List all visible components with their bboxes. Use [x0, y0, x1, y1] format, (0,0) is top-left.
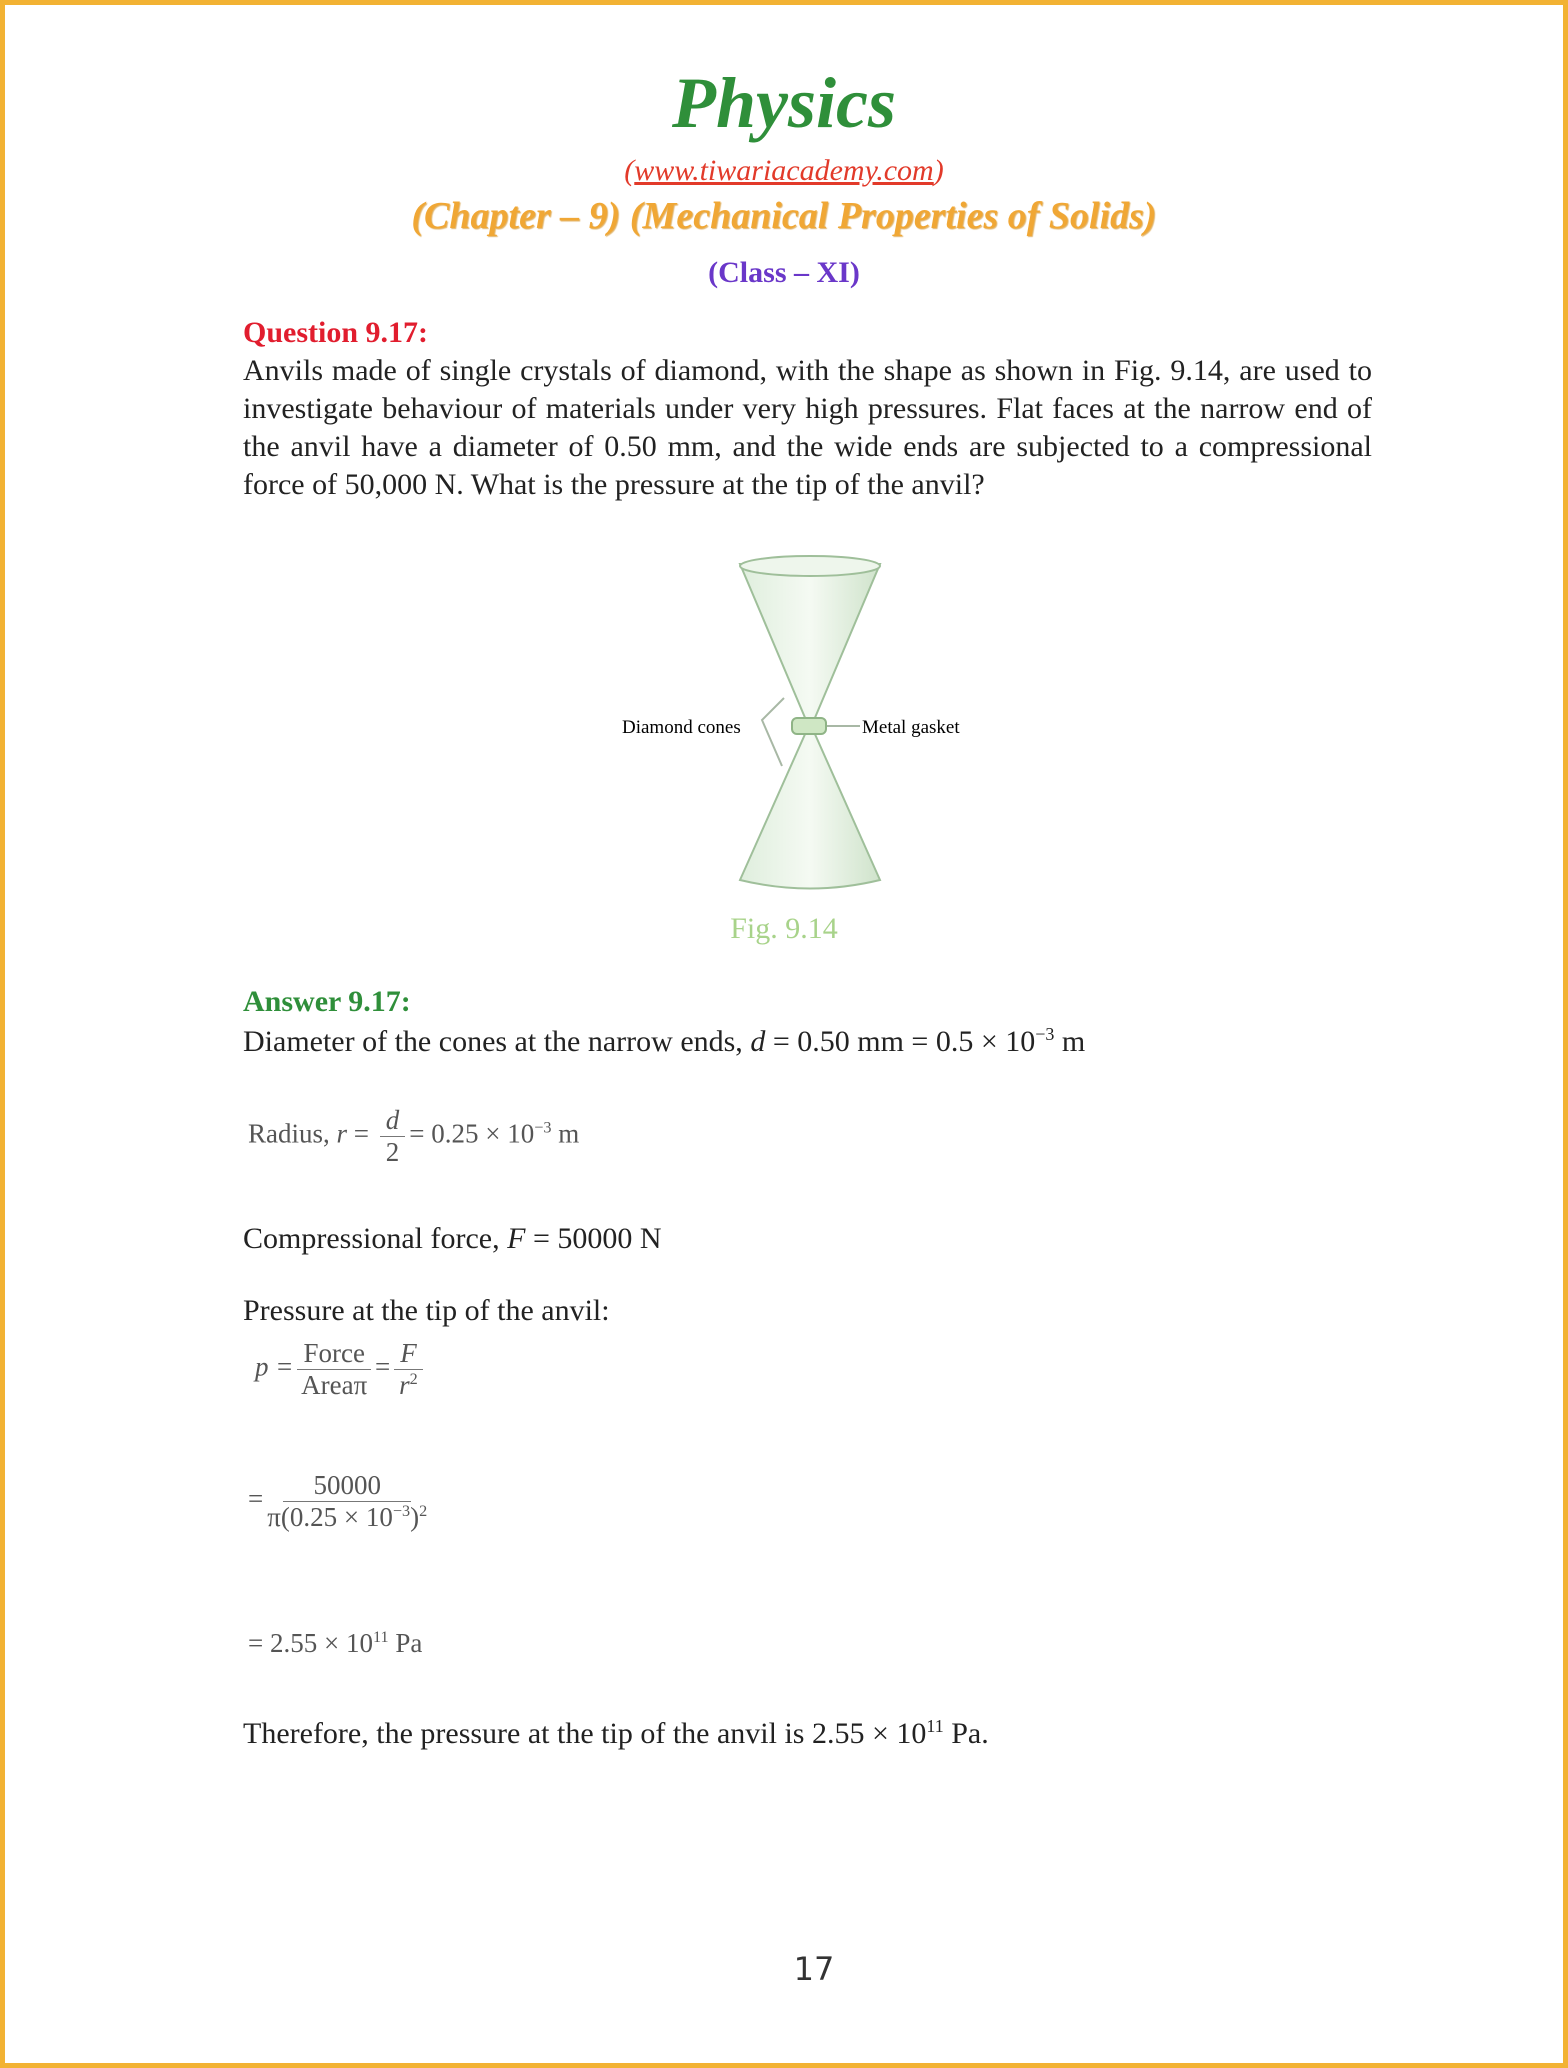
- fraction-numerator-f: F: [394, 1338, 423, 1370]
- calc-den-close: ): [410, 1502, 420, 1532]
- force-line: [243, 1222, 662, 1256]
- class-heading: (Class – XI): [708, 256, 860, 289]
- chapter-heading: (Chapter – 9) (Mechanical Properties of Solids): [411, 195, 1157, 237]
- result-unit: Pa: [388, 1628, 423, 1658]
- result-line: [248, 1628, 422, 1659]
- diamond-anvil-diagram: [622, 552, 987, 897]
- force-var: F: [507, 1222, 526, 1255]
- radius-prefix: Radius,: [248, 1118, 337, 1149]
- radius-denominator: 2: [385, 1137, 400, 1167]
- diameter-line: [243, 1024, 1085, 1059]
- radius-equation: Radius, r = $\frac{d}{2}$ = $0.25 \times 10^{-3}$ m: [248, 1105, 580, 1167]
- radius-var: r: [336, 1118, 348, 1149]
- radius-fraction: [380, 1105, 406, 1168]
- pressure-formula: p = $\frac{\text{Force}}{\text{Areaπ}}$ = $\frac{F}{r^2}$: [255, 1338, 427, 1401]
- label-diamond-cones: Diamond cones: [622, 717, 741, 738]
- result-prefix: = 2.55 × 10: [248, 1628, 373, 1658]
- pressure-heading: Pressure at the tip of the anvil:: [243, 1294, 610, 1327]
- page-number: 17: [793, 1950, 835, 1988]
- calc-den-outer-exp: 2: [419, 1502, 428, 1520]
- f-r2-fraction: [394, 1338, 423, 1401]
- calc-denominator: [267, 1502, 427, 1533]
- force-area-fraction: [297, 1338, 370, 1401]
- diameter-var: d: [750, 1025, 766, 1058]
- force-value: = 50000 N: [525, 1222, 662, 1255]
- radius-exp: −3: [534, 1118, 552, 1137]
- diameter-exp: −3: [1035, 1024, 1055, 1044]
- radius-numerator: d: [380, 1105, 406, 1137]
- conclusion-exp: 11: [926, 1716, 944, 1736]
- conclusion-text: Therefore, the pressure at the tip of the anvil is 2.55 × 10: [243, 1717, 927, 1750]
- force-text: Compressional force,: [243, 1222, 508, 1255]
- calc-fraction: [267, 1470, 427, 1533]
- diameter-text: Diameter of the cones at the narrow ends,: [243, 1025, 751, 1058]
- fraction-numerator: Force: [297, 1338, 370, 1370]
- website-link[interactable]: www.tiwariacademy.com: [634, 154, 934, 187]
- question-label: Question 9.17:: [243, 316, 429, 349]
- fraction-denominator-r: r: [399, 1370, 410, 1400]
- radius-unit: m: [558, 1118, 580, 1149]
- answer-label: Answer 9.17:: [243, 985, 411, 1018]
- diameter-value: = 0.50 mm = 0.5 × 10: [765, 1025, 1036, 1058]
- anvil-figure: [622, 552, 987, 902]
- conclusion-unit: Pa.: [943, 1717, 989, 1750]
- fraction-denominator: Areaπ: [301, 1370, 368, 1400]
- diameter-unit: m: [1054, 1025, 1086, 1058]
- question-text: Anvils made of single crystals of diamond, with the shape as shown in Fig. 9.14, are used to investigate behaviour of materials under very high pressures. Flat faces at the narrow end of the anvil have a diameter of 0.50 mm, and the wide ends are subjected to a compressional force of 50,000 N. What is the pressure at the tip of the anvil?: [243, 354, 1372, 501]
- page-title: Physics: [672, 63, 896, 143]
- calc-den-exp: −3: [392, 1502, 411, 1520]
- website-link-wrapper: (www.tiwariacademy.com): [624, 154, 944, 187]
- calculation-fraction: = $\frac{50000}{\pi(0.25 \times 10^{-3})^2}$: [248, 1470, 428, 1532]
- pressure-var: p =: [255, 1351, 294, 1382]
- radius-value: = 0.25 × 10: [409, 1118, 535, 1149]
- figure-caption: Fig. 9.14: [730, 912, 838, 945]
- result-exp: 11: [372, 1628, 389, 1646]
- calc-den-base: π(0.25 × 10: [267, 1502, 393, 1532]
- r-exp: 2: [409, 1370, 418, 1388]
- label-metal-gasket: Metal gasket: [862, 717, 960, 738]
- conclusion-line: [243, 1716, 989, 1751]
- calc-numerator: 50000: [283, 1470, 411, 1502]
